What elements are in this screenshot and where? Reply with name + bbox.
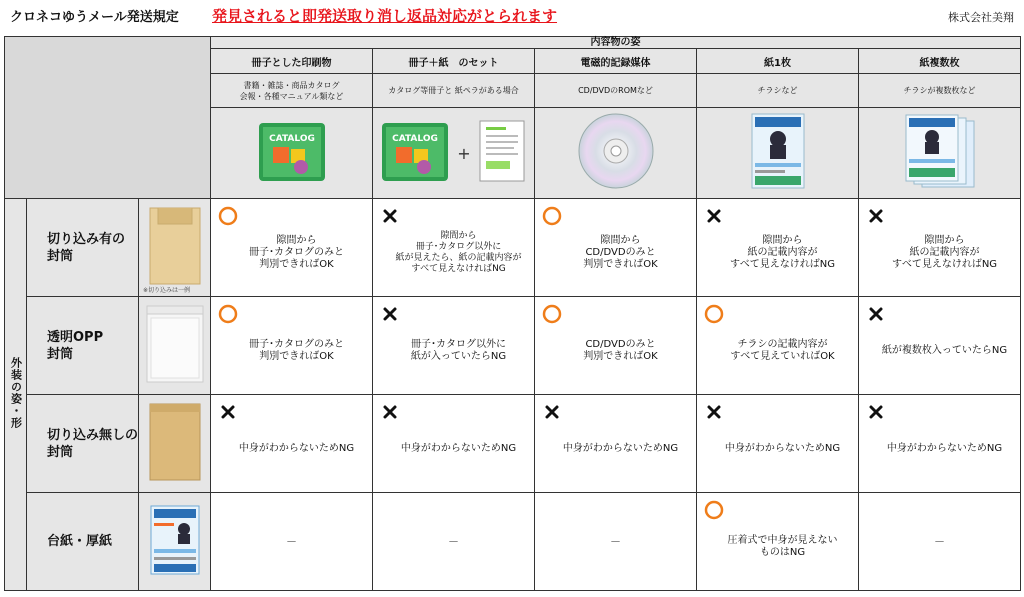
rule-cell bbox=[535, 297, 697, 395]
rule-cell bbox=[535, 493, 697, 591]
rule-cell bbox=[373, 199, 535, 297]
ok-circle-icon bbox=[542, 206, 562, 226]
flyer-image bbox=[751, 174, 805, 193]
rule-cell bbox=[697, 199, 859, 297]
row-header: 台紙・厚紙 bbox=[27, 493, 139, 591]
cd-disc-image bbox=[576, 175, 656, 194]
rule-text: － bbox=[610, 534, 622, 548]
ok-circle-icon bbox=[704, 304, 724, 324]
rule-text: 中身がわからないためNG bbox=[886, 442, 1003, 454]
rule-text: － bbox=[448, 534, 460, 548]
rule-cell bbox=[211, 395, 373, 493]
row-header: 切り込み有の 封筒 bbox=[27, 199, 139, 297]
rule-text: 中身がわからないためNG bbox=[400, 442, 517, 454]
rule-text: 中身がわからないためNG bbox=[562, 442, 679, 454]
rule-cell bbox=[373, 297, 535, 395]
row-image bbox=[139, 297, 211, 395]
column-description: CD/DVDのROMなど bbox=[535, 74, 697, 108]
column-header: 冊子＋紙 のセット bbox=[373, 49, 535, 74]
catalog-plus-paper-image bbox=[380, 134, 528, 189]
rule-text: 隙間から 紙の記載内容が すべて見えなければNG bbox=[892, 234, 998, 270]
row-image bbox=[139, 199, 211, 297]
row-header: 切り込み無しの 封筒 bbox=[27, 395, 139, 493]
image-note: ※切り込みは一例 bbox=[143, 287, 191, 294]
catalog-book-image bbox=[253, 134, 331, 189]
rule-text: － bbox=[934, 534, 946, 548]
rule-text: 隙間から 紙の記載内容が すべて見えなければNG bbox=[730, 234, 836, 270]
rule-cell bbox=[859, 395, 1021, 493]
rule-cell bbox=[535, 199, 697, 297]
rule-text: 中身がわからないためNG bbox=[238, 442, 355, 454]
rule-text: 隙間から CD/DVDのみと 判別できればOK bbox=[583, 234, 658, 270]
flyers-stack-image bbox=[904, 174, 976, 193]
plain-envelope-image bbox=[148, 467, 202, 486]
rule-text: 隙間から 冊子･カタログのみと 判別できればOK bbox=[249, 234, 345, 270]
ng-cross-icon bbox=[866, 402, 886, 422]
column-header: 冊子とした印刷物 bbox=[211, 49, 373, 74]
ng-cross-icon bbox=[866, 304, 886, 324]
column-header: 電磁的記録媒体 bbox=[535, 49, 697, 74]
ok-circle-icon bbox=[218, 206, 238, 226]
rule-cell bbox=[859, 493, 1021, 591]
ng-cross-icon bbox=[704, 206, 724, 226]
corner-cell bbox=[5, 37, 211, 199]
rule-cell bbox=[697, 493, 859, 591]
row-image bbox=[139, 493, 211, 591]
rule-text: 中身がわからないためNG bbox=[724, 442, 841, 454]
shipping-rules-table bbox=[4, 36, 1021, 591]
svg-text:+: + bbox=[456, 144, 471, 163]
clear-opp-bag-image bbox=[145, 369, 205, 388]
rule-text: 紙が複数枚入っていたらNG bbox=[881, 344, 1008, 356]
rule-cell bbox=[859, 297, 1021, 395]
company-name: 株式会社美翔 bbox=[948, 11, 1014, 24]
svg-text:CATALOG: CATALOG bbox=[268, 134, 315, 144]
contents-label: 内容物の姿 bbox=[211, 37, 1021, 49]
ng-cross-icon bbox=[380, 206, 400, 226]
ng-cross-icon bbox=[542, 402, 562, 422]
rule-text: 圧着式で中身が見えない ものはNG bbox=[727, 534, 838, 558]
ng-cross-icon bbox=[380, 304, 400, 324]
ng-cross-icon bbox=[380, 402, 400, 422]
page-title: クロネコゆうメール発送規定 bbox=[10, 10, 179, 25]
row-header: 透明OPP 封筒 bbox=[27, 297, 139, 395]
column-description: チラシなど bbox=[697, 74, 859, 108]
rule-cell bbox=[697, 297, 859, 395]
ng-cross-icon bbox=[866, 206, 886, 226]
column-header: 紙1枚 bbox=[697, 49, 859, 74]
column-description: 書籍・雑誌・商品カタログ 会報・各種マニュアル類など bbox=[211, 74, 373, 108]
rule-text: CD/DVDのみと 判別できればOK bbox=[583, 338, 658, 362]
rule-text: 冊子･カタログ以外に 紙が入っていたらNG bbox=[410, 338, 507, 362]
ok-circle-icon bbox=[704, 500, 724, 520]
ng-cross-icon bbox=[218, 402, 238, 422]
column-image bbox=[859, 108, 1021, 199]
svg-text:CATALOG: CATALOG bbox=[391, 134, 438, 144]
row-image bbox=[139, 395, 211, 493]
rule-cell bbox=[373, 395, 535, 493]
column-description: カタログ等冊子と 紙ペラがある場合 bbox=[373, 74, 535, 108]
rule-cell bbox=[373, 493, 535, 591]
rule-text: － bbox=[286, 534, 298, 548]
warning-notice: 発見されると即発送取り消し返品対応がとられます bbox=[212, 7, 558, 25]
column-image bbox=[697, 108, 859, 199]
column-image bbox=[211, 108, 373, 199]
column-description: チラシが複数枚など bbox=[859, 74, 1021, 108]
rule-text: 冊子･カタログのみと 判別できればOK bbox=[249, 338, 345, 362]
column-image bbox=[373, 108, 535, 199]
column-header: 紙複数枚 bbox=[859, 49, 1021, 74]
rule-cell bbox=[211, 493, 373, 591]
rule-text: チラシの記載内容が すべて見えていればOK bbox=[730, 338, 835, 362]
packaging-label: 外装の姿・形 bbox=[9, 356, 23, 429]
rule-cell bbox=[535, 395, 697, 493]
ok-circle-icon bbox=[218, 304, 238, 324]
rule-cell bbox=[859, 199, 1021, 297]
ok-circle-icon bbox=[542, 304, 562, 324]
mount-board-image bbox=[150, 560, 200, 579]
packaging-label-cell bbox=[5, 199, 27, 591]
rule-cell bbox=[211, 199, 373, 297]
ng-cross-icon bbox=[704, 402, 724, 422]
rule-cell bbox=[211, 297, 373, 395]
rule-text: 隙間から 冊子･カタログ以外に 紙が見えたら、紙の記載内容が すべて見えなければNG bbox=[395, 230, 522, 274]
rule-cell bbox=[697, 395, 859, 493]
column-image bbox=[535, 108, 697, 199]
